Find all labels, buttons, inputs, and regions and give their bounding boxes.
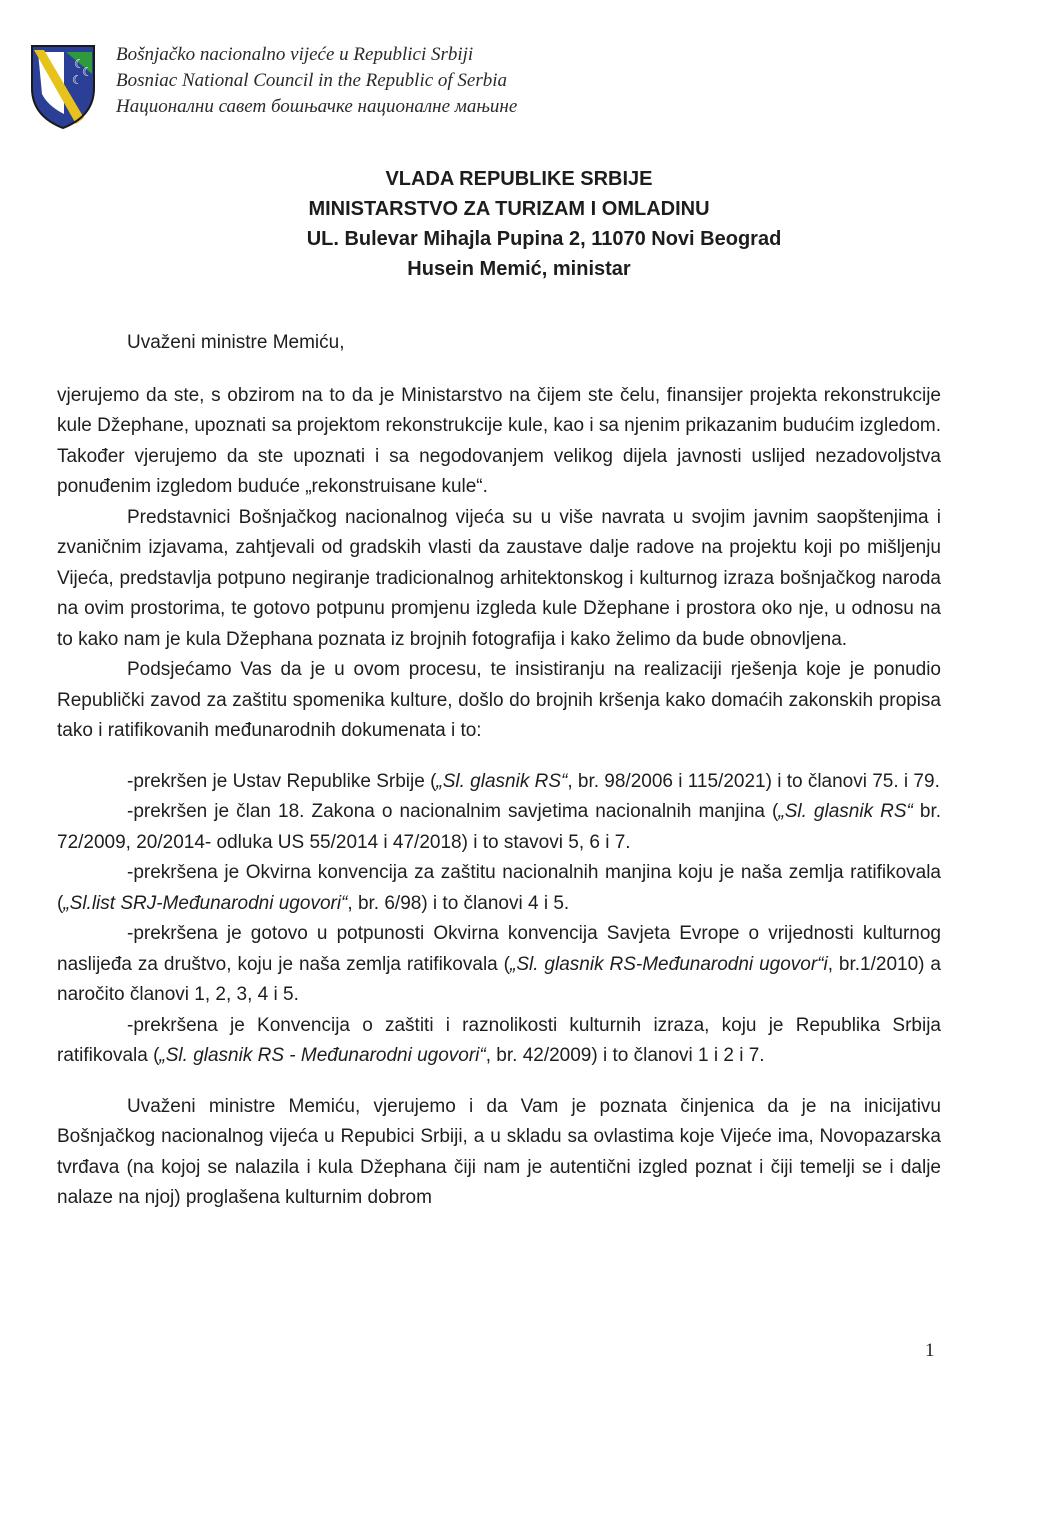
paragraph-fortress: Uvaženi ministre Memiću, vjerujemo i da Vam je poznata činjenica da je na inicijativu Bošnjačkog nacionalnog vijeća u Repubici Srbiji, a u skladu sa ovlastima koje Vijeće ima, Novopazarska tvrđava (na kojoj se nalazila i kula Džephana čiji nam je autentični izgled poznat i čiji temelji se i dalje nalaze na njoj) proglašena kulturnim dobrom xyxy=(57,1095,941,1208)
org-name-english: Bosniac National Council in the Republic of Serbia xyxy=(116,70,508,91)
org-name-bosnian: Bošnjačko nacionalno vijeće u Republici Srbiji xyxy=(116,44,474,65)
list-item: -prekršen je Ustav Republike Srbije („Sl. glasnik RS“, br. 98/2006 i 115/2021) i to članovi 75. i 79. xyxy=(127,770,940,792)
address-minister: Husein Memić, ministar xyxy=(407,258,631,280)
recipient-address xyxy=(0,164,1058,284)
org-name-serbian: Национални савет бошњачке националне мањине xyxy=(116,96,518,117)
address-government: VLADA REPUBLIKE SRBIJE xyxy=(385,168,653,190)
page-number: 1 xyxy=(925,1340,935,1361)
list-item: -prekršena je Okvirna konvencija za zaštitu nacionalnih manjina koju je naša zemlja ratifikovala („Sl.list SRJ-Međunarodni ugovori“, br. 6/98) i to članovi 4 i 5. xyxy=(57,862,941,914)
address-street: UL. Bulevar Mihajla Pupina 2, 11070 Novi Beograd xyxy=(306,228,782,250)
address-ministry: MINISTARSTVO ZA TURIZAM I OMLADINU xyxy=(308,198,710,220)
letterhead xyxy=(26,40,586,130)
organization-name xyxy=(116,42,517,120)
paragraph-reminder: Podsjećamo Vas da je u ovom procesu, te insistiranju na realizaciji rješenja koje je ponudio Republički zavod za zaštitu spomenika kulture, došlo do brojnih kršenja kako domaćih zakonskih propisa tako i ratifikovanih međunarodnih dokumenata i to: xyxy=(57,659,941,741)
svg-text:☾: ☾ xyxy=(72,73,83,87)
salutation: Uvaženi ministre Memiću, xyxy=(127,332,345,353)
spacer xyxy=(57,747,941,767)
letter-body xyxy=(57,328,941,1214)
svg-text:☾: ☾ xyxy=(82,65,93,79)
paragraph-intro: vjerujemo da ste, s obzirom na to da je Ministarstvo na čijem ste čelu, finansijer projekta rekonstrukcije kule Džephane, upoznati sa projektom rekonstrukcije kule, kao i sa njenim prikazanim budućim izgledom. Također vjerujemo da ste upoznati i sa negodovanjem velikog dijela javnosti uslijed nezadovoljstva ponuđenim izgledom buduće „rekonstruisane kule“. xyxy=(57,384,941,497)
list-item: -prekršena je Konvencija o zaštiti i raznolikosti kulturnih izraza, koju je Republika Srbija ratifikovala („Sl. glasnik RS - Međunarodni ugovori“, br. 42/2009) i to članovi 1 i 2 i 7. xyxy=(57,1014,941,1066)
list-item: -prekršena je gotovo u potpunosti Okvirna konvencija Savjeta Evrope o vrijednosti kulturnog naslijeđa za društvo, koju je naša zemlja ratifikovala („Sl. glasnik RS-Međunarodni ugovor“i, br.1/2010) a naročito članovi 1, 2, 3, 4 i 5. xyxy=(57,923,941,1005)
bosniac-council-crest-icon xyxy=(26,44,100,130)
spacer xyxy=(57,1072,941,1092)
list-item: -prekršen je član 18. Zakona o nacionalnim savjetima nacionalnih manjina („Sl. glasnik RS“ br. 72/2009, 20/2014- odluka US 55/2014 i 47/2018) i to stavovi 5, 6 i 7. xyxy=(57,801,942,853)
svg-text:☾: ☾ xyxy=(74,57,85,71)
violations-list xyxy=(57,767,941,1072)
paragraph-representatives: Predstavnici Bošnjačkog nacionalnog vijeća su u više navrata u svojim javnim saopštenjima i zvaničnim izjavama, zahtjevali od gradskih vlasti da zaustave dalje radove na projektu koji po mišljenju Vijeća, predstavlja potpuno negiranje tradicionalnog arhitektonskog i kulturnog izraza bošnjačkog naroda na ovim prostorima, te gotovo potpunu promjenu izgleda kule Džephane i prostora oko nje, u odnosu na to kako nam je kula Džephana poznata iz brojnih fotografija i kako želimo da bude obnovljena. xyxy=(57,506,941,650)
